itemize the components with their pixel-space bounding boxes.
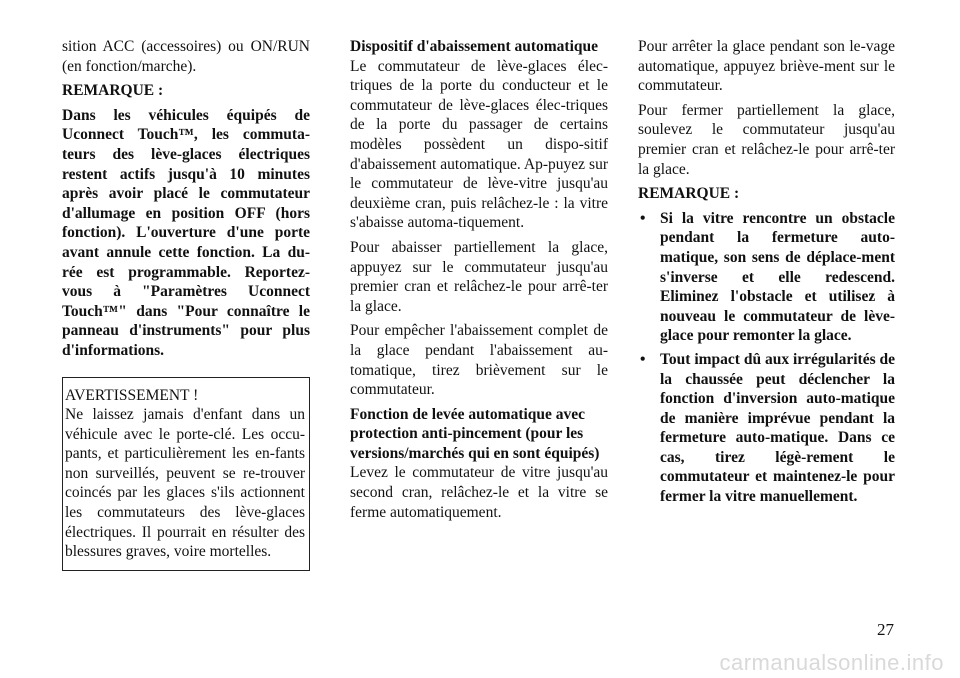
- paragraph-stop-up: Pour arrêter la glace pendant son le-vage automatique, appuyez briève-ment sur le commutateur.: [638, 38, 895, 95]
- paragraph-auto-down: Le commutateur de lève-glaces élec-triques de la porte du conducteur et le commutateur de lève-glaces élec-triques de la porte du passager de certains modèles possèdent un dispo-sitif d'abaissement automatique. Ap-puyez sur le commutateur de lève-vitre jusqu'au deuxième cran, puis relâchez-le : la vitre s'abaisse automa-tiquement.: [350, 57, 608, 232]
- list-item: • Tout impact dû aux irrégularités de la chaussée peut déclencher la fonction d'inversion auto-matique de manière imprévue pendant la fermeture auto-matique. Dans ce cas, tirez légè-rement le commutateur et maintenez-le pour fermer la vitre manuellement.: [638, 350, 895, 507]
- paragraph-continued: sition ACC (accessoires) ou ON/RUN (en fonction/marche).: [62, 38, 310, 75]
- remark-label-2: REMARQUE :: [638, 185, 740, 203]
- column-middle: [350, 37, 608, 527]
- warning-title: AVERTISSEMENT !: [65, 386, 199, 404]
- paragraph-stop-down: Pour empêcher l'abaissement complet de la glace pendant l'abaissement au-tomatique, tirez brièvement sur le commutateur.: [350, 322, 608, 399]
- paragraph-partial-up: Pour fermer partiellement la glace, soulevez le commutateur jusqu'au premier cran et relâchez-le pour arrê-ter la glace.: [638, 101, 895, 178]
- paragraph-auto-up: Levez le commutateur de vitre jusqu'au second cran, relâchez-le et la vitre se ferme automatiquement.: [350, 464, 608, 521]
- remark-label: REMARQUE :: [62, 82, 164, 100]
- watermark-text: carmanualsonline.info: [719, 650, 944, 675]
- paragraph-partial-down: Pour abaisser partiellement la glace, appuyez sur le commutateur jusqu'au premier cran et relâchez-le pour arrê-ter la glace.: [350, 238, 608, 315]
- heading-auto-up: Fonction de levée automatique avec protection anti-pincement (pour les versions/marchés qui en sont équipés): [350, 405, 600, 462]
- warning-box: [62, 377, 310, 571]
- column-left: [62, 37, 310, 571]
- heading-auto-down: Dispositif d'abaissement automatique: [350, 38, 599, 55]
- remark-bullet-list: [638, 209, 895, 507]
- column-right: [638, 37, 895, 511]
- remark-text: Dans les véhicules équipés de Uconnect Touch™, les commuta-teurs des lève-glaces électriques restent actifs jusqu'à 10 minutes après avoir placé le commutateur d'allumage en position OFF (hors fonction). L'ouverture d'une porte avant annule cette fonction. La du-rée est programmable. Reportez-vous à "Paramètres Uconnect Touch™" dans "Pour connaître le panneau d'instruments" pour plus d'informations.: [62, 106, 310, 359]
- page-number: 27: [877, 620, 894, 639]
- list-item: • Si la vitre rencontre un obstacle pendant la fermeture auto-matique, son sens de déplace-ment s'inverse et elle redescend. Eliminez l'obstacle et utilisez à nouveau le commutateur de lève-glace pour remonter la glace.: [638, 209, 895, 346]
- warning-text: Ne laissez jamais d'enfant dans un véhicule avec le porte-clé. Les occu-pants, et particulièrement les en-fants non surveillés, peuvent se re-trouver coincés par les glaces s'ils actionnent les commutateurs des lève-glaces électriques. Il pourrait en résulter des blessures graves, voire mortelles.: [65, 406, 305, 561]
